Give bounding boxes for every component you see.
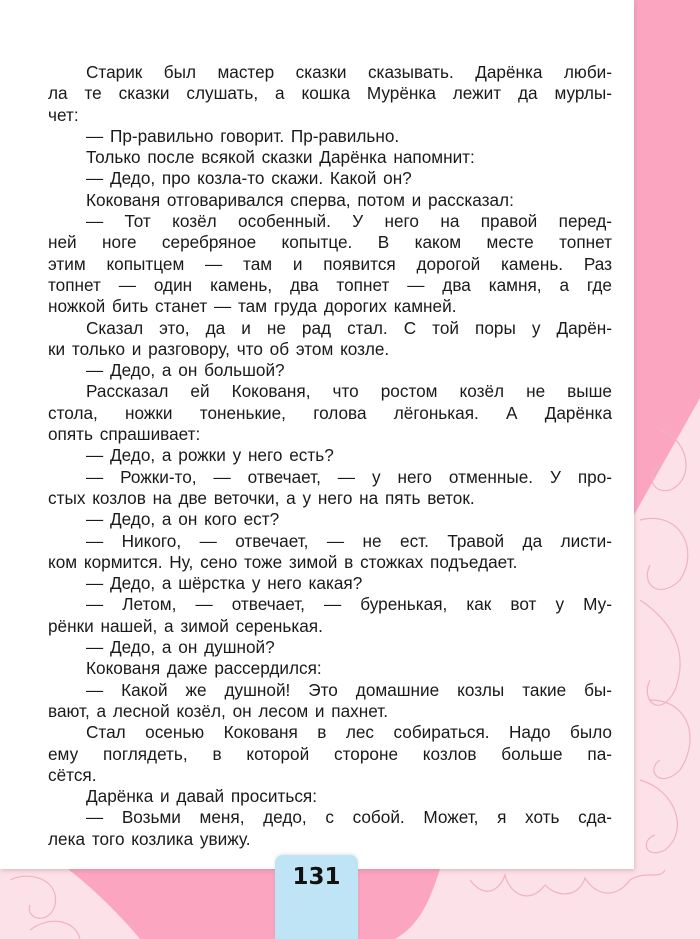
text-line: Рассказал ей Кокованя, что ростом козёл не выше [86,381,612,402]
text-line: Дарёнка и давай проситься: [86,786,317,807]
text-line: Кокованя отговаривался сперва, потом и рассказал: [86,189,514,210]
text-line: — Рожки-то, — отвечает, — у него отменные. У про- [86,466,612,487]
text-line: ки только и разговору, что об этом козле. [48,338,390,359]
text-line: рёнки нашей, а зимой серенькая. [48,615,323,636]
text-line: Только после всякой сказки Дарёнка напомнит: [86,147,475,168]
text-line: ему поглядеть, в которой стороне козлов больше па- [48,743,612,764]
text-line: чет: [48,104,79,125]
text-line: — Летом, — отвечает, — буренькая, как вот у Му- [86,594,612,615]
text-line: — Какой же душной! Это домашние козлы такие бы- [86,679,612,700]
text-line: лека того козлика увижу. [48,828,251,849]
text-line: стола, ножки тоненькие, голова лёгонькая. А Дарёнка [48,402,612,423]
text-line: — Дедо, про козла-то скажи. Какой он? [86,168,412,189]
text-line: сётся. [48,764,97,785]
text-line: ла те сказки слушать, а кошка Мурёнка лежит да мурлы- [48,83,612,104]
text-line: ножкой бить станет — там груда дорогих камней. [48,296,457,317]
text-line: Стал осенью Кокованя в лес собираться. Надо было [86,722,612,743]
text-line: — Дедо, а шёрстка у него какая? [86,573,363,594]
page-number-tab [275,855,358,939]
text-line: Кокованя даже рассердился: [86,658,322,679]
text-line: ком кормится. Ну, сено тоже зимой в стожках подъедает. [48,551,518,572]
text-line: — Никого, — отвечает, — не ест. Травой да листи- [86,530,612,551]
text-line: Старик был мастер сказки сказывать. Дарёнка люби- [86,62,612,82]
text-line: — Тот козёл особенный. У него на правой перед- [86,211,612,232]
text-line: — Дедо, а рожки у него есть? [86,445,334,466]
text-line: — Пр-равильно говорит. Пр-равильно. [86,125,400,146]
text-line: опять спрашивает: [48,424,201,445]
story-text [48,62,612,850]
text-line: топнет — один камень, два топнет — два камня, а где [48,274,612,295]
text-line: Сказал это, да и не рад стал. С той поры у Дарён- [86,317,612,338]
text-line: этим копытцем — там и появится дорогой камень. Раз [48,253,612,274]
text-line: — Возьми меня, дедо, с собой. Может, я хоть сда- [86,807,612,828]
text-line: ней ноге серебряное копытце. В каком месте топнет [48,232,612,253]
page-number: 131 [292,864,341,890]
text-line: стых козлов на две веточки, а у него на пять веток. [48,487,475,508]
text-line: — Дедо, а он кого ест? [86,509,280,530]
text-line: вают, а лесной козёл, он лесом и пахнет. [48,700,388,721]
text-line: — Дедо, а он большой? [86,360,285,381]
text-line: — Дедо, а он душной? [86,637,275,658]
